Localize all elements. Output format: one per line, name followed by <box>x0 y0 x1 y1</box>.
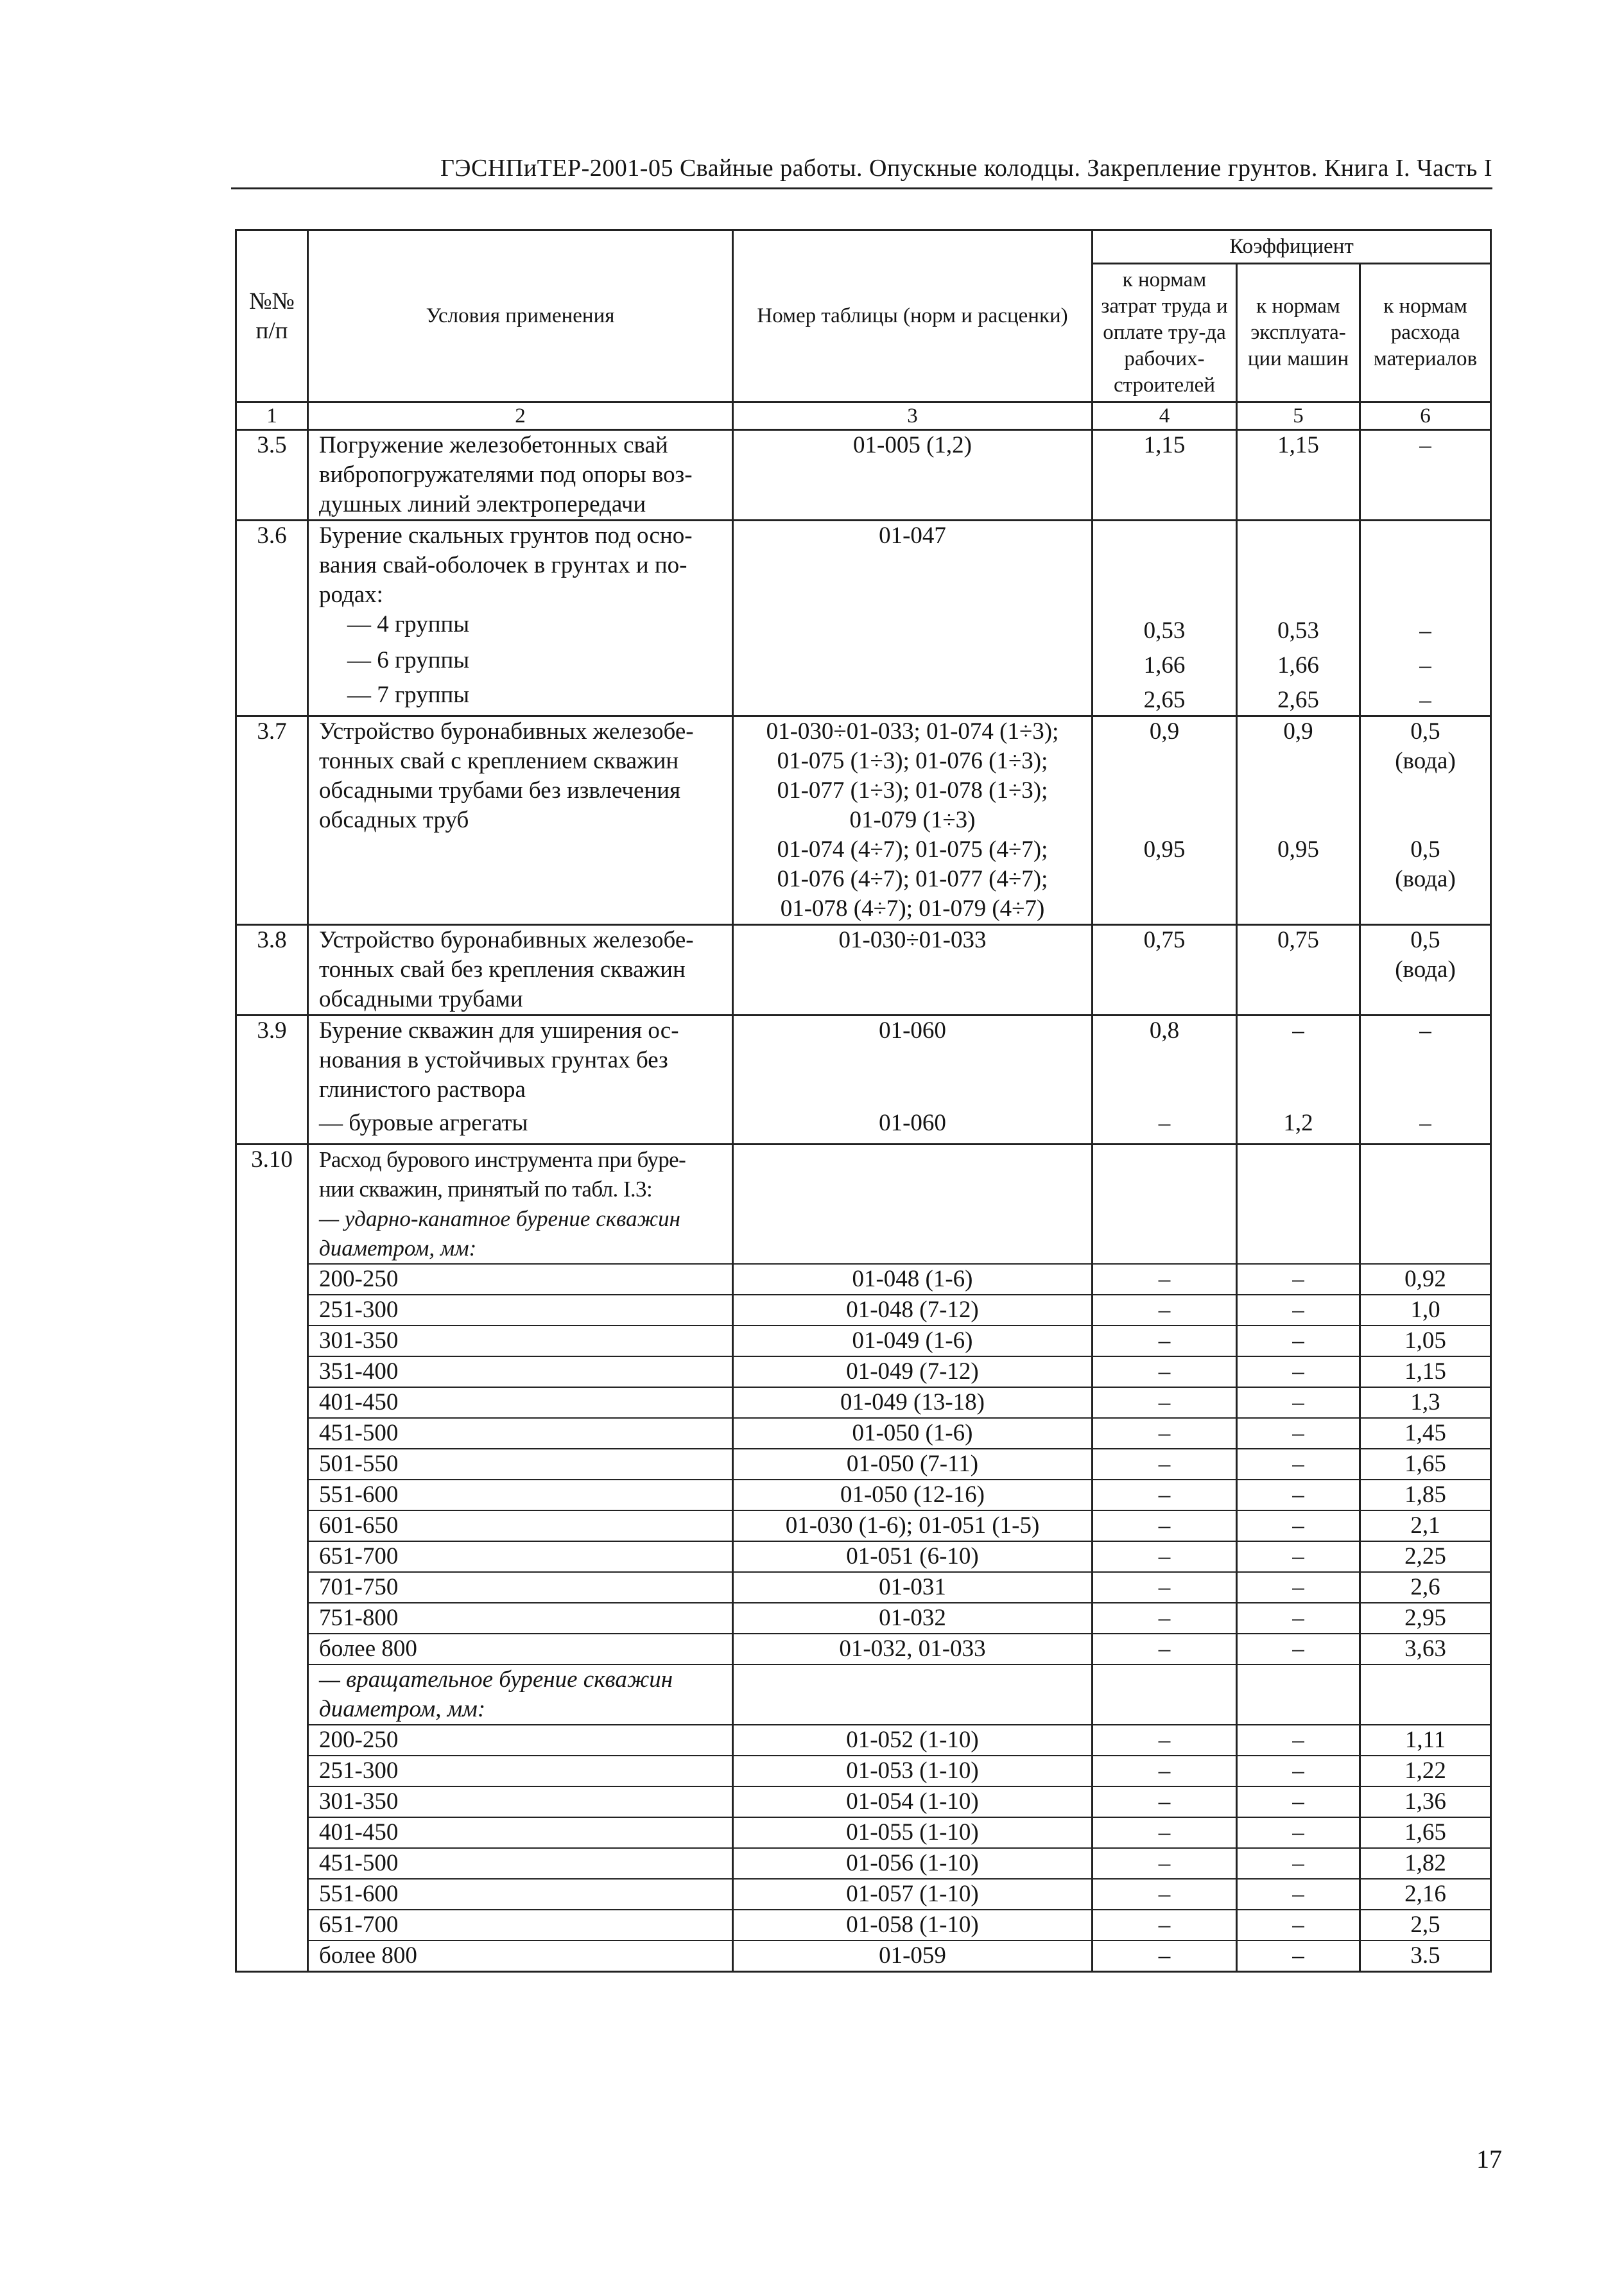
labor-coef: 0,8 <box>1093 1016 1237 1105</box>
table-row <box>236 716 1491 836</box>
labor-coef: – <box>1093 1756 1237 1786</box>
col-number: 2 <box>308 402 733 430</box>
materials-coef: 1,11 <box>1360 1725 1491 1756</box>
table-row <box>236 1264 1491 1295</box>
conditions-cell: Устройство буронабивных железобе- тонных свай без крепления скважин обсадными трубами <box>308 925 733 1016</box>
labor-coef: – <box>1093 1603 1237 1634</box>
machines-coef: – <box>1237 1510 1360 1541</box>
table-ref-cell: 01-049 (7-12) <box>733 1356 1093 1387</box>
materials-coef: 1,3 <box>1360 1387 1491 1418</box>
machines-coef: – <box>1237 1449 1360 1480</box>
sub-label: — 6 группы <box>308 646 733 680</box>
machines-coef: – <box>1237 1326 1360 1356</box>
diameter-cell: 551-600 <box>308 1879 733 1910</box>
materials-coef: – <box>1360 1105 1491 1145</box>
materials-coef: 2,6 <box>1360 1572 1491 1603</box>
table-ref-cell: 01-032 <box>733 1603 1093 1634</box>
table-ref-cell: 01-055 (1-10) <box>733 1817 1093 1848</box>
col-number: 5 <box>1237 402 1360 430</box>
table-row <box>236 1786 1491 1817</box>
coefficient-table <box>235 229 1492 1973</box>
table-row <box>236 1910 1491 1940</box>
table-row <box>236 1603 1491 1634</box>
table-ref-cell: 01-047 <box>733 521 1093 610</box>
machines-coef: 1,66 <box>1237 646 1360 680</box>
labor-coef: – <box>1093 1510 1237 1541</box>
sub-label: — 4 группы <box>308 610 733 646</box>
col-number: 1 <box>236 402 308 430</box>
table-row <box>236 1418 1491 1449</box>
machines-coef: – <box>1237 1356 1360 1387</box>
machines-coef: 1,2 <box>1237 1105 1360 1145</box>
machines-coef: 0,75 <box>1237 925 1360 1016</box>
labor-coef: – <box>1093 1356 1237 1387</box>
table-row <box>236 521 1491 610</box>
labor-coef: – <box>1093 1786 1237 1817</box>
materials-coef: – <box>1360 1016 1491 1105</box>
table-row <box>236 1756 1491 1786</box>
diameter-cell: 401-450 <box>308 1387 733 1418</box>
materials-coef: 1,82 <box>1360 1848 1491 1879</box>
table-row <box>236 1817 1491 1848</box>
diameter-cell: 200-250 <box>308 1725 733 1756</box>
table-ref-cell: 01-051 (6-10) <box>733 1541 1093 1572</box>
header-conditions: Условия применения <box>308 230 733 402</box>
materials-coef: 3.5 <box>1360 1940 1491 1972</box>
materials-coef: 2,25 <box>1360 1541 1491 1572</box>
table-row <box>236 1940 1491 1972</box>
machines-coef: – <box>1237 1848 1360 1879</box>
machines-coef: – <box>1237 1480 1360 1510</box>
machines-coef: – <box>1237 1541 1360 1572</box>
conditions-cell: Устройство буронабивных железобе- тонных свай с креплением скважин обсадными трубами без извлечения обсадных труб <box>308 716 733 836</box>
labor-coef: – <box>1093 1105 1237 1145</box>
table-ref-cell: 01-032, 01-033 <box>733 1634 1093 1664</box>
materials-coef: 2,16 <box>1360 1879 1491 1910</box>
materials-coef: 1,65 <box>1360 1817 1491 1848</box>
diameter-cell: более 800 <box>308 1940 733 1972</box>
machines-coef: – <box>1237 1817 1360 1848</box>
table-ref-cell: 01-050 (12-16) <box>733 1480 1093 1510</box>
labor-coef: – <box>1093 1572 1237 1603</box>
materials-coef: 1,36 <box>1360 1786 1491 1817</box>
labor-coef: – <box>1093 1541 1237 1572</box>
table-row <box>236 1848 1491 1879</box>
table-row <box>236 1572 1491 1603</box>
materials-coef: – <box>1360 610 1491 646</box>
materials-coef: 2,5 <box>1360 1910 1491 1940</box>
table-ref-cell: 01-050 (7-11) <box>733 1449 1093 1480</box>
diameter-cell: 751-800 <box>308 1603 733 1634</box>
conditions-cell: Бурение скальных грунтов под осно- вания свай-оболочек в грунтах и по- родах: <box>308 521 733 610</box>
materials-coef: 0,5 (вода) <box>1360 835 1491 925</box>
header-num: №№ п/п <box>236 230 308 402</box>
machines-coef: – <box>1237 1418 1360 1449</box>
diameter-cell: более 800 <box>308 1634 733 1664</box>
materials-coef: 1,45 <box>1360 1418 1491 1449</box>
labor-coef: – <box>1093 1848 1237 1879</box>
table-ref-cell: 01-059 <box>733 1940 1093 1972</box>
header-labor: к нормам затрат труда и оплате тру-да рабочих-строителей <box>1093 264 1237 402</box>
table-ref-cell: 01-048 (7-12) <box>733 1295 1093 1326</box>
labor-coef: – <box>1093 1910 1237 1940</box>
col-number: 6 <box>1360 402 1491 430</box>
header-row-1 <box>236 230 1491 264</box>
labor-coef: – <box>1093 1418 1237 1449</box>
row-number: 3.7 <box>236 716 308 836</box>
table-ref-cell: 01-005 (1,2) <box>733 430 1093 521</box>
row-number: 3.9 <box>236 1016 308 1105</box>
table-ref-cell: 01-053 (1-10) <box>733 1756 1093 1786</box>
machines-coef: 0,95 <box>1237 835 1360 925</box>
machines-coef: – <box>1237 1295 1360 1326</box>
table-row <box>236 1356 1491 1387</box>
machines-coef: – <box>1237 1634 1360 1664</box>
rotary-title: — вращательное бурение скважин диаметром, мм: <box>308 1664 733 1725</box>
materials-coef: – <box>1360 680 1491 716</box>
table-ref-cell: 01-052 (1-10) <box>733 1725 1093 1756</box>
table-ref-cell: 01-030÷01-033 <box>733 925 1093 1016</box>
diameter-cell: 451-500 <box>308 1418 733 1449</box>
table-ref-cell: 01-030 (1-6); 01-051 (1-5) <box>733 1510 1093 1541</box>
table-row <box>236 430 1491 521</box>
machines-coef: – <box>1237 1786 1360 1817</box>
table-row <box>236 646 1491 680</box>
table-ref-cell: 01-050 (1-6) <box>733 1418 1093 1449</box>
labor-coef: – <box>1093 1634 1237 1664</box>
machines-coef: – <box>1237 1725 1360 1756</box>
labor-coef: – <box>1093 1879 1237 1910</box>
sub-label: — 7 группы <box>308 680 733 716</box>
table-ref-cell: 01-057 (1-10) <box>733 1879 1093 1910</box>
table-row <box>236 1326 1491 1356</box>
materials-coef: 2,95 <box>1360 1603 1491 1634</box>
machines-coef: 0,9 <box>1237 716 1360 836</box>
labor-coef: – <box>1093 1725 1237 1756</box>
diameter-cell: 301-350 <box>308 1786 733 1817</box>
labor-coef: – <box>1093 1817 1237 1848</box>
materials-coef: 2,1 <box>1360 1510 1491 1541</box>
labor-coef: – <box>1093 1295 1237 1326</box>
machines-coef: 0,53 <box>1237 610 1360 646</box>
header-coefficient: Коэффициент <box>1093 230 1491 264</box>
col-number: 4 <box>1093 402 1237 430</box>
table-row <box>236 1105 1491 1145</box>
labor-coef: 2,65 <box>1093 680 1237 716</box>
materials-coef: 0,5 (вода) <box>1360 716 1491 836</box>
labor-coef: – <box>1093 1387 1237 1418</box>
labor-coef: 0,53 <box>1093 610 1237 646</box>
diameter-cell: 251-300 <box>308 1756 733 1786</box>
header-materials: к нормам расхода материалов <box>1360 264 1491 402</box>
diameter-cell: 251-300 <box>308 1295 733 1326</box>
diameter-cell: 651-700 <box>308 1541 733 1572</box>
table-row <box>236 1387 1491 1418</box>
materials-coef: 0,5 (вода) <box>1360 925 1491 1016</box>
conditions-cell: Расход бурового инструмента при буре- нии скважин, принятый по табл. I.3: — ударно-канатное бурение скважин диаметром, мм: <box>308 1145 733 1265</box>
header-table-ref: Номер таблицы (норм и расценки) <box>733 230 1093 402</box>
row-number: 3.5 <box>236 430 308 521</box>
running-header: ГЭСНПиТЕР-2001-05 Свайные работы. Опускные колодцы. Закрепление грунтов. Книга I. Часть I <box>440 155 1492 182</box>
machines-coef: – <box>1237 1940 1360 1972</box>
table-row <box>236 1634 1491 1664</box>
table-row <box>236 610 1491 646</box>
table-row <box>236 1480 1491 1510</box>
materials-coef: – <box>1360 430 1491 521</box>
labor-coef: 1,66 <box>1093 646 1237 680</box>
machines-coef: – <box>1237 1879 1360 1910</box>
materials-coef: 3,63 <box>1360 1634 1491 1664</box>
materials-coef: 0,92 <box>1360 1264 1491 1295</box>
labor-coef: – <box>1093 1326 1237 1356</box>
diameter-cell: 551-600 <box>308 1480 733 1510</box>
table-row <box>236 680 1491 716</box>
materials-coef: – <box>1360 646 1491 680</box>
table-ref-cell: 01-031 <box>733 1572 1093 1603</box>
table-row <box>236 925 1491 1016</box>
table-ref-cell: 01-048 (1-6) <box>733 1264 1093 1295</box>
table-row <box>236 1449 1491 1480</box>
column-numbers-row <box>236 402 1491 430</box>
table-row <box>236 1510 1491 1541</box>
materials-coef: 1,0 <box>1360 1295 1491 1326</box>
machines-coef: 1,15 <box>1237 430 1360 521</box>
page-number: 17 <box>1476 2145 1502 2174</box>
sub-label: — буровые агрегаты <box>308 1105 733 1145</box>
materials-coef: 1,15 <box>1360 1356 1491 1387</box>
table-row <box>236 1664 1491 1725</box>
machines-coef: – <box>1237 1572 1360 1603</box>
labor-coef: – <box>1093 1264 1237 1295</box>
table-row <box>236 1541 1491 1572</box>
col-number: 3 <box>733 402 1093 430</box>
table-ref-cell: 01-058 (1-10) <box>733 1910 1093 1940</box>
table-row <box>236 1725 1491 1756</box>
labor-coef: – <box>1093 1480 1237 1510</box>
row-number: 3.6 <box>236 521 308 610</box>
labor-coef: 0,75 <box>1093 925 1237 1016</box>
row-number: 3.10 <box>236 1145 308 1265</box>
materials-coef: 1,22 <box>1360 1756 1491 1786</box>
machines-coef: – <box>1237 1603 1360 1634</box>
labor-coef: 0,9 <box>1093 716 1237 836</box>
table-row <box>236 1145 1491 1265</box>
table-row <box>236 1016 1491 1105</box>
table-ref-cell: 01-060 <box>733 1016 1093 1105</box>
table-row <box>236 1879 1491 1910</box>
conditions-cell: Погружение железобетонных свай вибропогружателями под опоры воз- душных линий электропередачи <box>308 430 733 521</box>
table-ref-cell: 01-060 <box>733 1105 1093 1145</box>
diameter-cell: 601-650 <box>308 1510 733 1541</box>
machines-coef: – <box>1237 1016 1360 1105</box>
header-rule <box>231 187 1492 189</box>
machines-coef: – <box>1237 1756 1360 1786</box>
table-row <box>236 835 1491 925</box>
machines-coef: – <box>1237 1387 1360 1418</box>
table-ref-cell: 01-049 (1-6) <box>733 1326 1093 1356</box>
materials-coef: 1,65 <box>1360 1449 1491 1480</box>
diameter-cell: 651-700 <box>308 1910 733 1940</box>
table-ref-cell: 01-056 (1-10) <box>733 1848 1093 1879</box>
diameter-cell: 451-500 <box>308 1848 733 1879</box>
machines-coef: 2,65 <box>1237 680 1360 716</box>
labor-coef: – <box>1093 1449 1237 1480</box>
diameter-cell: 351-400 <box>308 1356 733 1387</box>
materials-coef: 1,05 <box>1360 1326 1491 1356</box>
labor-coef: 1,15 <box>1093 430 1237 521</box>
machines-coef: – <box>1237 1910 1360 1940</box>
table-ref-cell: 01-049 (13-18) <box>733 1387 1093 1418</box>
header-machines: к нормам эксплуата-ции машин <box>1237 264 1360 402</box>
labor-coef: – <box>1093 1940 1237 1972</box>
diameter-cell: 501-550 <box>308 1449 733 1480</box>
materials-coef: 1,85 <box>1360 1480 1491 1510</box>
diameter-cell: 301-350 <box>308 1326 733 1356</box>
table-ref-cell: 01-074 (4÷7); 01-075 (4÷7); 01-076 (4÷7); 01-077 (4÷7); 01-078 (4÷7); 01-079 (4÷7) <box>733 835 1093 925</box>
diameter-cell: 200-250 <box>308 1264 733 1295</box>
row-number: 3.8 <box>236 925 308 1016</box>
labor-coef: 0,95 <box>1093 835 1237 925</box>
table-row <box>236 1295 1491 1326</box>
table-ref-cell: 01-054 (1-10) <box>733 1786 1093 1817</box>
machines-coef: – <box>1237 1264 1360 1295</box>
diameter-cell: 401-450 <box>308 1817 733 1848</box>
conditions-cell: Бурение скважин для уширения ос- нования в устойчивых грунтах без глинистого раствора <box>308 1016 733 1105</box>
table-ref-cell: 01-030÷01-033; 01-074 (1÷3); 01-075 (1÷3); 01-076 (1÷3); 01-077 (1÷3); 01-078 (1÷3); 01-079 (1÷3) <box>733 716 1093 836</box>
diameter-cell: 701-750 <box>308 1572 733 1603</box>
